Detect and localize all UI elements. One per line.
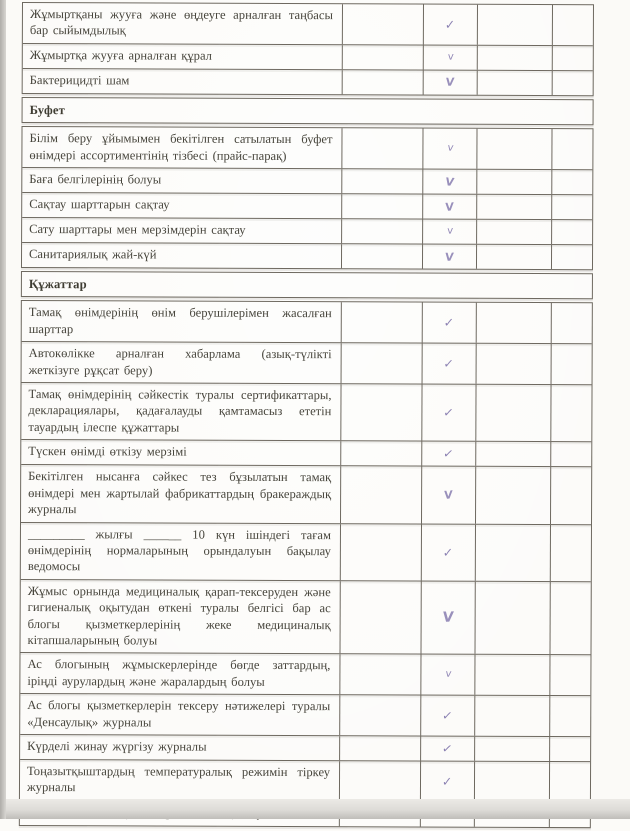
table-row [23, 3, 593, 46]
checkmark-icon: ✓ [442, 544, 454, 560]
empty-cell [342, 70, 423, 94]
checkmark-icon: V [445, 75, 456, 90]
table-row [22, 243, 592, 269]
empty-cell [551, 303, 592, 343]
table-row [22, 127, 592, 170]
check-cell [420, 737, 474, 761]
checkmark-icon: ✓ [443, 315, 455, 331]
table-row [22, 342, 592, 385]
empty-cell [476, 195, 551, 219]
item-label: Жұмыс орнында медициналық қарап-тексеруден және гигиеналық оқытудан өткені туралы белгісі бар ас блогы қызметкерлерінің жеке медициналық кітапшаларының болуы [27, 583, 331, 648]
section-header-block [21, 271, 593, 300]
check-cell [422, 129, 476, 169]
empty-cell [475, 467, 550, 524]
empty-cell [550, 467, 591, 523]
empty-cell [339, 736, 420, 760]
empty-cell [549, 762, 590, 802]
empty-cell [341, 169, 422, 193]
section-title: Құжаттар [28, 277, 87, 292]
empty-cell [474, 581, 549, 654]
empty-cell [551, 170, 592, 194]
empty-cell [476, 129, 551, 169]
empty-cell [549, 582, 590, 655]
empty-cell [477, 5, 552, 45]
checkmark-icon: v [446, 225, 453, 237]
check-cell [420, 655, 474, 695]
empty-cell [341, 343, 422, 383]
section-header-block [22, 97, 594, 126]
table-row [23, 69, 593, 95]
table-row [21, 440, 591, 467]
checkmark-icon: V [444, 488, 453, 502]
table-row [20, 653, 590, 696]
empty-cell [475, 524, 550, 581]
checkmark-icon: ✓ [441, 741, 455, 756]
item-label: Жұмыртқаны жууға және өңдеуге арналған таңбасы бар сыйымдылық [29, 7, 333, 38]
empty-cell [341, 128, 422, 168]
table-row [22, 218, 592, 245]
checklist-table [19, 2, 594, 831]
section-rows [22, 2, 594, 96]
empty-cell [551, 195, 592, 219]
check-cell [422, 303, 476, 343]
empty-cell [476, 170, 551, 194]
check-cell [423, 70, 477, 94]
empty-cell [477, 71, 552, 95]
check-cell [423, 5, 477, 45]
item-label: Сақтау шарттарын сақтау [29, 197, 170, 212]
empty-cell [552, 5, 593, 45]
item-label: Тоңазытқыштардың температуралық режимін тіркеу журналы [26, 763, 331, 795]
empty-cell [551, 344, 592, 384]
empty-cell [340, 524, 421, 581]
empty-cell [476, 303, 551, 343]
section-title: Буфет [29, 102, 66, 117]
empty-cell [339, 655, 420, 695]
empty-cell [474, 696, 549, 736]
item-label: Сату шарттары мен мерзімдерін сақтау [29, 222, 246, 237]
section-rows [19, 300, 593, 828]
scan-edge-bottom [0, 799, 630, 819]
empty-cell [550, 525, 591, 581]
section-rows [21, 126, 594, 270]
table-row [20, 735, 590, 762]
empty-cell [339, 761, 420, 801]
checkmark-icon: ✓ [443, 356, 455, 371]
empty-cell [340, 581, 421, 654]
item-label: _________ жылғы ______ 10 күн ішіндегі тағам өнімдерінің нормаларының орындалуын бақылау ведомосы [27, 526, 331, 574]
empty-cell [551, 129, 592, 169]
item-label: Ас блогы қызметкерлерін тексеру нәтижелері туралы «Денсаулық» журналы [27, 698, 331, 730]
check-cell [422, 245, 476, 269]
empty-cell [339, 695, 420, 735]
empty-cell [341, 219, 422, 243]
empty-cell [474, 762, 549, 802]
check-cell [422, 344, 476, 384]
empty-cell [549, 655, 590, 695]
table-row [22, 301, 592, 344]
check-cell [420, 696, 474, 736]
empty-cell [552, 71, 593, 95]
item-label: Білім беру ұйымымен бекітілген сатылатын буфет өнімдері ассортиментінің тізбесі (прайс-парақ) [29, 131, 333, 163]
empty-cell [341, 244, 422, 268]
checkmark-icon: ✓ [442, 774, 453, 789]
check-cell [420, 762, 474, 802]
empty-cell [550, 385, 591, 441]
empty-cell [549, 696, 590, 736]
empty-cell [477, 46, 552, 70]
table-row [22, 168, 592, 195]
empty-cell [342, 45, 423, 69]
check-cell [420, 581, 474, 654]
empty-cell [342, 4, 423, 44]
table-row [21, 465, 591, 524]
item-label: Автокөлікке арналған хабарлама (азық-түлікті жеткізуге рұқсат беру) [28, 346, 332, 378]
empty-cell [476, 245, 551, 269]
empty-cell [340, 442, 421, 466]
item-label: Баға белгілерінің болуы [29, 172, 162, 187]
scan-edge-left [0, 0, 6, 819]
empty-cell [341, 303, 422, 343]
empty-cell [474, 737, 549, 761]
table-row [21, 383, 591, 442]
item-label: Ас блогының жұмыскерлерінде бөгде заттардың, іріңді аурулардың және жаралардың болуы [27, 657, 331, 689]
item-label: Санитариялық жай-күй [29, 247, 157, 262]
check-cell [421, 442, 475, 466]
check-cell [421, 467, 475, 523]
empty-cell [475, 442, 550, 466]
empty-cell [476, 344, 551, 384]
empty-cell [475, 385, 550, 442]
check-cell [422, 220, 476, 244]
checkmark-icon: V [444, 250, 455, 264]
table-row [20, 760, 590, 803]
checkmark-icon: v [447, 51, 454, 63]
item-label: Бактерицидті шам [29, 72, 130, 88]
table-row [23, 44, 593, 71]
check-cell [423, 45, 477, 69]
checkmark-icon: ✓ [442, 405, 455, 420]
item-label: Тамақ өнімдерінің сәйкестік туралы сертификаттары, декларациялары, қадағалауды қамтамасыз ететін тауардың ілеспе құжаттары [28, 387, 332, 435]
checkmark-icon: ✓ [445, 17, 456, 33]
item-label: Бекітілген нысанға сәйкес тез бұзылатын тамақ өнімдері мен жартылай фабрикаттардың бракераждық журналы [28, 469, 332, 517]
table-row [21, 523, 591, 582]
table-row [22, 193, 592, 220]
empty-cell [551, 220, 592, 244]
table-row [20, 580, 590, 656]
checkmark-icon: ✓ [442, 446, 456, 462]
table-row [20, 694, 590, 737]
checkmark-icon: v [446, 142, 454, 154]
empty-cell [550, 442, 591, 466]
checkmark-icon: ✓ [441, 708, 454, 723]
item-label: Жұмыртқа жууға арналған құрал [29, 47, 212, 63]
empty-cell [551, 245, 592, 269]
empty-cell [476, 220, 551, 244]
check-cell [422, 195, 476, 219]
item-label: Тамақ өнімдерінің өнім берушілерімен жасалған шарттар [28, 305, 332, 337]
empty-cell [549, 737, 590, 761]
item-label: Түскен өнімді өткізу мерзімі [28, 444, 187, 459]
check-cell [421, 385, 475, 441]
checkmark-icon: V [441, 609, 455, 626]
empty-cell [552, 46, 593, 70]
empty-cell [474, 655, 549, 695]
item-label: Күрделі жинау жүргізу журналы [27, 738, 207, 754]
checkmark-icon: v [444, 668, 452, 680]
check-cell [421, 524, 475, 580]
empty-cell [340, 467, 421, 524]
check-cell [422, 170, 476, 194]
checkmark-icon: V [445, 199, 455, 214]
checkmark-icon: V [444, 174, 456, 189]
empty-cell [340, 384, 421, 441]
empty-cell [341, 194, 422, 218]
